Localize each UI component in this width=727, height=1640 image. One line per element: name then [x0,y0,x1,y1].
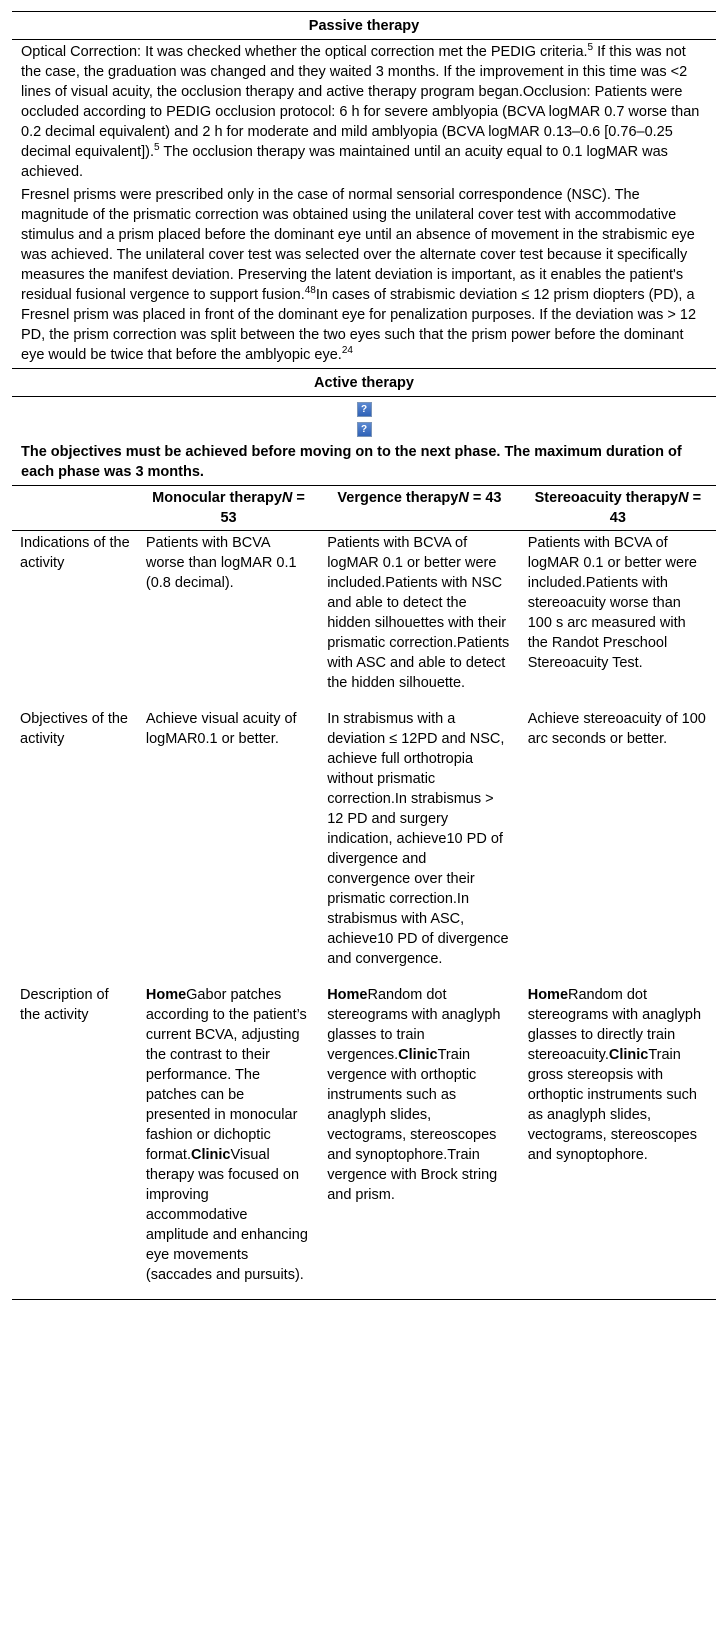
table-row-indications [12,531,716,708]
broken-image-icons [12,397,716,440]
citation: 48 [304,285,316,297]
citation: 24 [341,345,353,357]
active-therapy-header: Active therapy [314,375,414,391]
table-header-row [12,486,716,531]
table-row-description [12,983,716,1299]
table-row-objectives [12,707,716,983]
row-label: Description of the activity [20,987,109,1023]
column-header-vergence: Vergence therapyN = 43 [337,490,502,506]
active-therapy-table [12,486,716,1299]
row-label: Objectives of the activity [20,711,128,747]
passive-paragraph-optical-occlusion: Optical Correction: It was checked whether the optical correction met the PEDIG criteria.$^5$ If this was not the case, the graduation was changed and they waited 3 months. If the improvement in this time was <2 lines of visual acuity, the occlusion therapy and active therapy program began.Occlusion: Patients were occluded according to PEDIG occlusion protocol: 6 h for severe amblyopia (BCVA logMAR 0.7 worse than 0.2 decimal equivalent) and 2 h for moderate and mild amblyopia (BCVA logMAR 0.13–0.6 [0.76–0.25 decimal equivalent]).$^5$ The occlusion therapy was maintained until an acuity equal to 0.1 logMAR was achieved. [21,42,700,180]
passive-therapy-header: Passive therapy [308,18,420,34]
table-cell: Achieve stereoacuity of 100 arc seconds or better. [527,711,706,747]
table-cell: In strabismus with a deviation ≤ 12PD and NSC, achieve full orthotropia without prismatic correction.In strabismus > 12 PD and surgery indication, achieve10 PD of divergence and convergence over their prismatic correction.In strabismus with ASC, achieve10 PD of divergence and convergence. [327,711,509,967]
column-header-monocular: Monocular therapyN = 53 [152,490,305,526]
table-cell: Patients with BCVA of logMAR 0.1 or better were included.Patients with stereoacuity worse than 100 s arc measured with the Randot Preschool Stereoacuity Test. [527,535,697,671]
column-header-stereoacuity: Stereoacuity therapyN = 43 [534,490,702,526]
broken-image-icon: ? [357,402,372,417]
row-label: Indications of the activity [20,535,130,571]
column-header-empty [12,486,138,531]
passive-paragraph-fresnel-prisms: Fresnel prisms were prescribed only in the case of normal sensorial correspondence (NSC). The magnitude of the prismatic correction was obtained using the unilateral cover test with accommodative stimulus and a prism placed before the dominant eye until an absence of movement in the strabismic eye was achieved. The unilateral cover test was selected over the alternate cover test because it specifically measures the manifest deviation. Preserving the latent deviation is important, as it enables the patient's residual fusional vergence to support fusion.$^{48}$In cases of strabismic deviation ≤ 12 prism diopters (PD), a Fresnel prism was placed in front of the dominant eye for penalization purposes. If the deviation was > 12 PD, the prism correction was split between the two eyes such that the prism power before the dominant eye would be twice that before the amblyopic eye.$^{24}$ [21,187,697,363]
broken-image-icon: ? [357,422,372,437]
table-cell: Patients with BCVA worse than logMAR 0.1 (0.8 decimal). [145,535,297,591]
table-cell: HomeRandom dot stereograms with anaglyph glasses to train vergences.ClinicTrain vergence with orthoptic instruments such as anaglyph slides, vectograms, stereoscopes and synoptophore.Train vergence with Brock string and prism. [327,987,501,1203]
table-cell: Achieve visual acuity of logMAR0.1 or better. [145,711,297,747]
objective-note: The objectives must be achieved before moving on to the next phase. The maximum duration of each phase was 3 months. [21,444,682,480]
citation: 5 [587,42,594,54]
citation: 5 [154,142,160,154]
table-cell: Patients with BCVA of logMAR 0.1 or better were included.Patients with NSC and able to detect the hidden silhouettes with their prismatic correction.Patients with ASC and able to detect the hidden silhouette. [327,535,510,691]
table-cell: HomeRandom dot stereograms with anaglyph glasses to directly train stereoacuity.ClinicTrain gross stereopsis with orthoptic instruments such as anaglyph slides, vectograms, stereoscopes and synoptophore. [527,987,702,1163]
therapy-table [12,11,716,1300]
table-cell: HomeGabor patches according to the patient’s current BCVA, adjusting the contrast to their performance. The patches can be presented in monocular fashion or dichoptic format.ClinicVisual therapy was focused on improving accommodative amplitude and enhancing eye movements (saccades and pursuits). [145,987,308,1283]
